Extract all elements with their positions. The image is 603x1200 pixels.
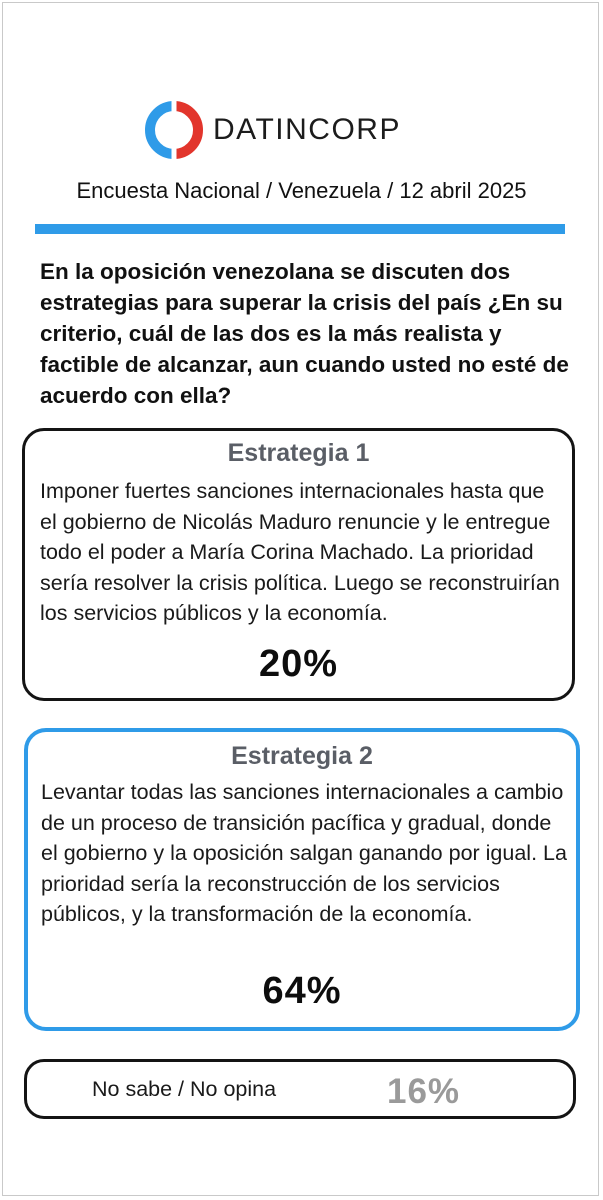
no-answer-percent: 16% [387, 1072, 461, 1111]
brand-logo [145, 101, 401, 159]
strategy-2-card [24, 728, 580, 1031]
no-answer-box [24, 1059, 576, 1119]
strategy-1-title: Estrategia 1 [227, 439, 370, 467]
strategy-1-percent: 20% [258, 643, 339, 685]
datincorp-logo-icon [145, 101, 203, 159]
strategy-2-text: Levantar todas las sanciones internacionales a cambio de un proceso de transición pacífica y gradual, donde el gobierno y la oposición salgan ganando por igual. La prioridad sería la reconstrucción de los servicios públicos, y la transformación de la economía. [41, 780, 567, 926]
strategy-2-percent: 64% [262, 970, 342, 1012]
no-answer-label: No sabe / No opina [92, 1077, 277, 1101]
strategy-2-title: Estrategia 2 [231, 742, 373, 770]
divider-bar [35, 224, 565, 234]
survey-subtitle: Encuesta Nacional / Venezuela / 12 abril 2025 [76, 178, 527, 203]
survey-question: En la oposición venezolana se discuten dos estrategias para superar la crisis del país ¿En su criterio, cuál de las dos es la más realista y factible de alcanzar, aun cuando usted no esté de acuerdo con ella? [40, 259, 569, 408]
strategy-1-text: Imponer fuertes sanciones internacionales hasta que el gobierno de Nicolás Maduro renuncie y le entregue todo el poder a María Corina Machado. La prioridad sería resolver la crisis política. Luego se reconstruirían los servicios públicos y la economía. [40, 479, 560, 625]
brand-name: DATINCORP [213, 113, 401, 146]
strategy-1-card [22, 428, 575, 701]
